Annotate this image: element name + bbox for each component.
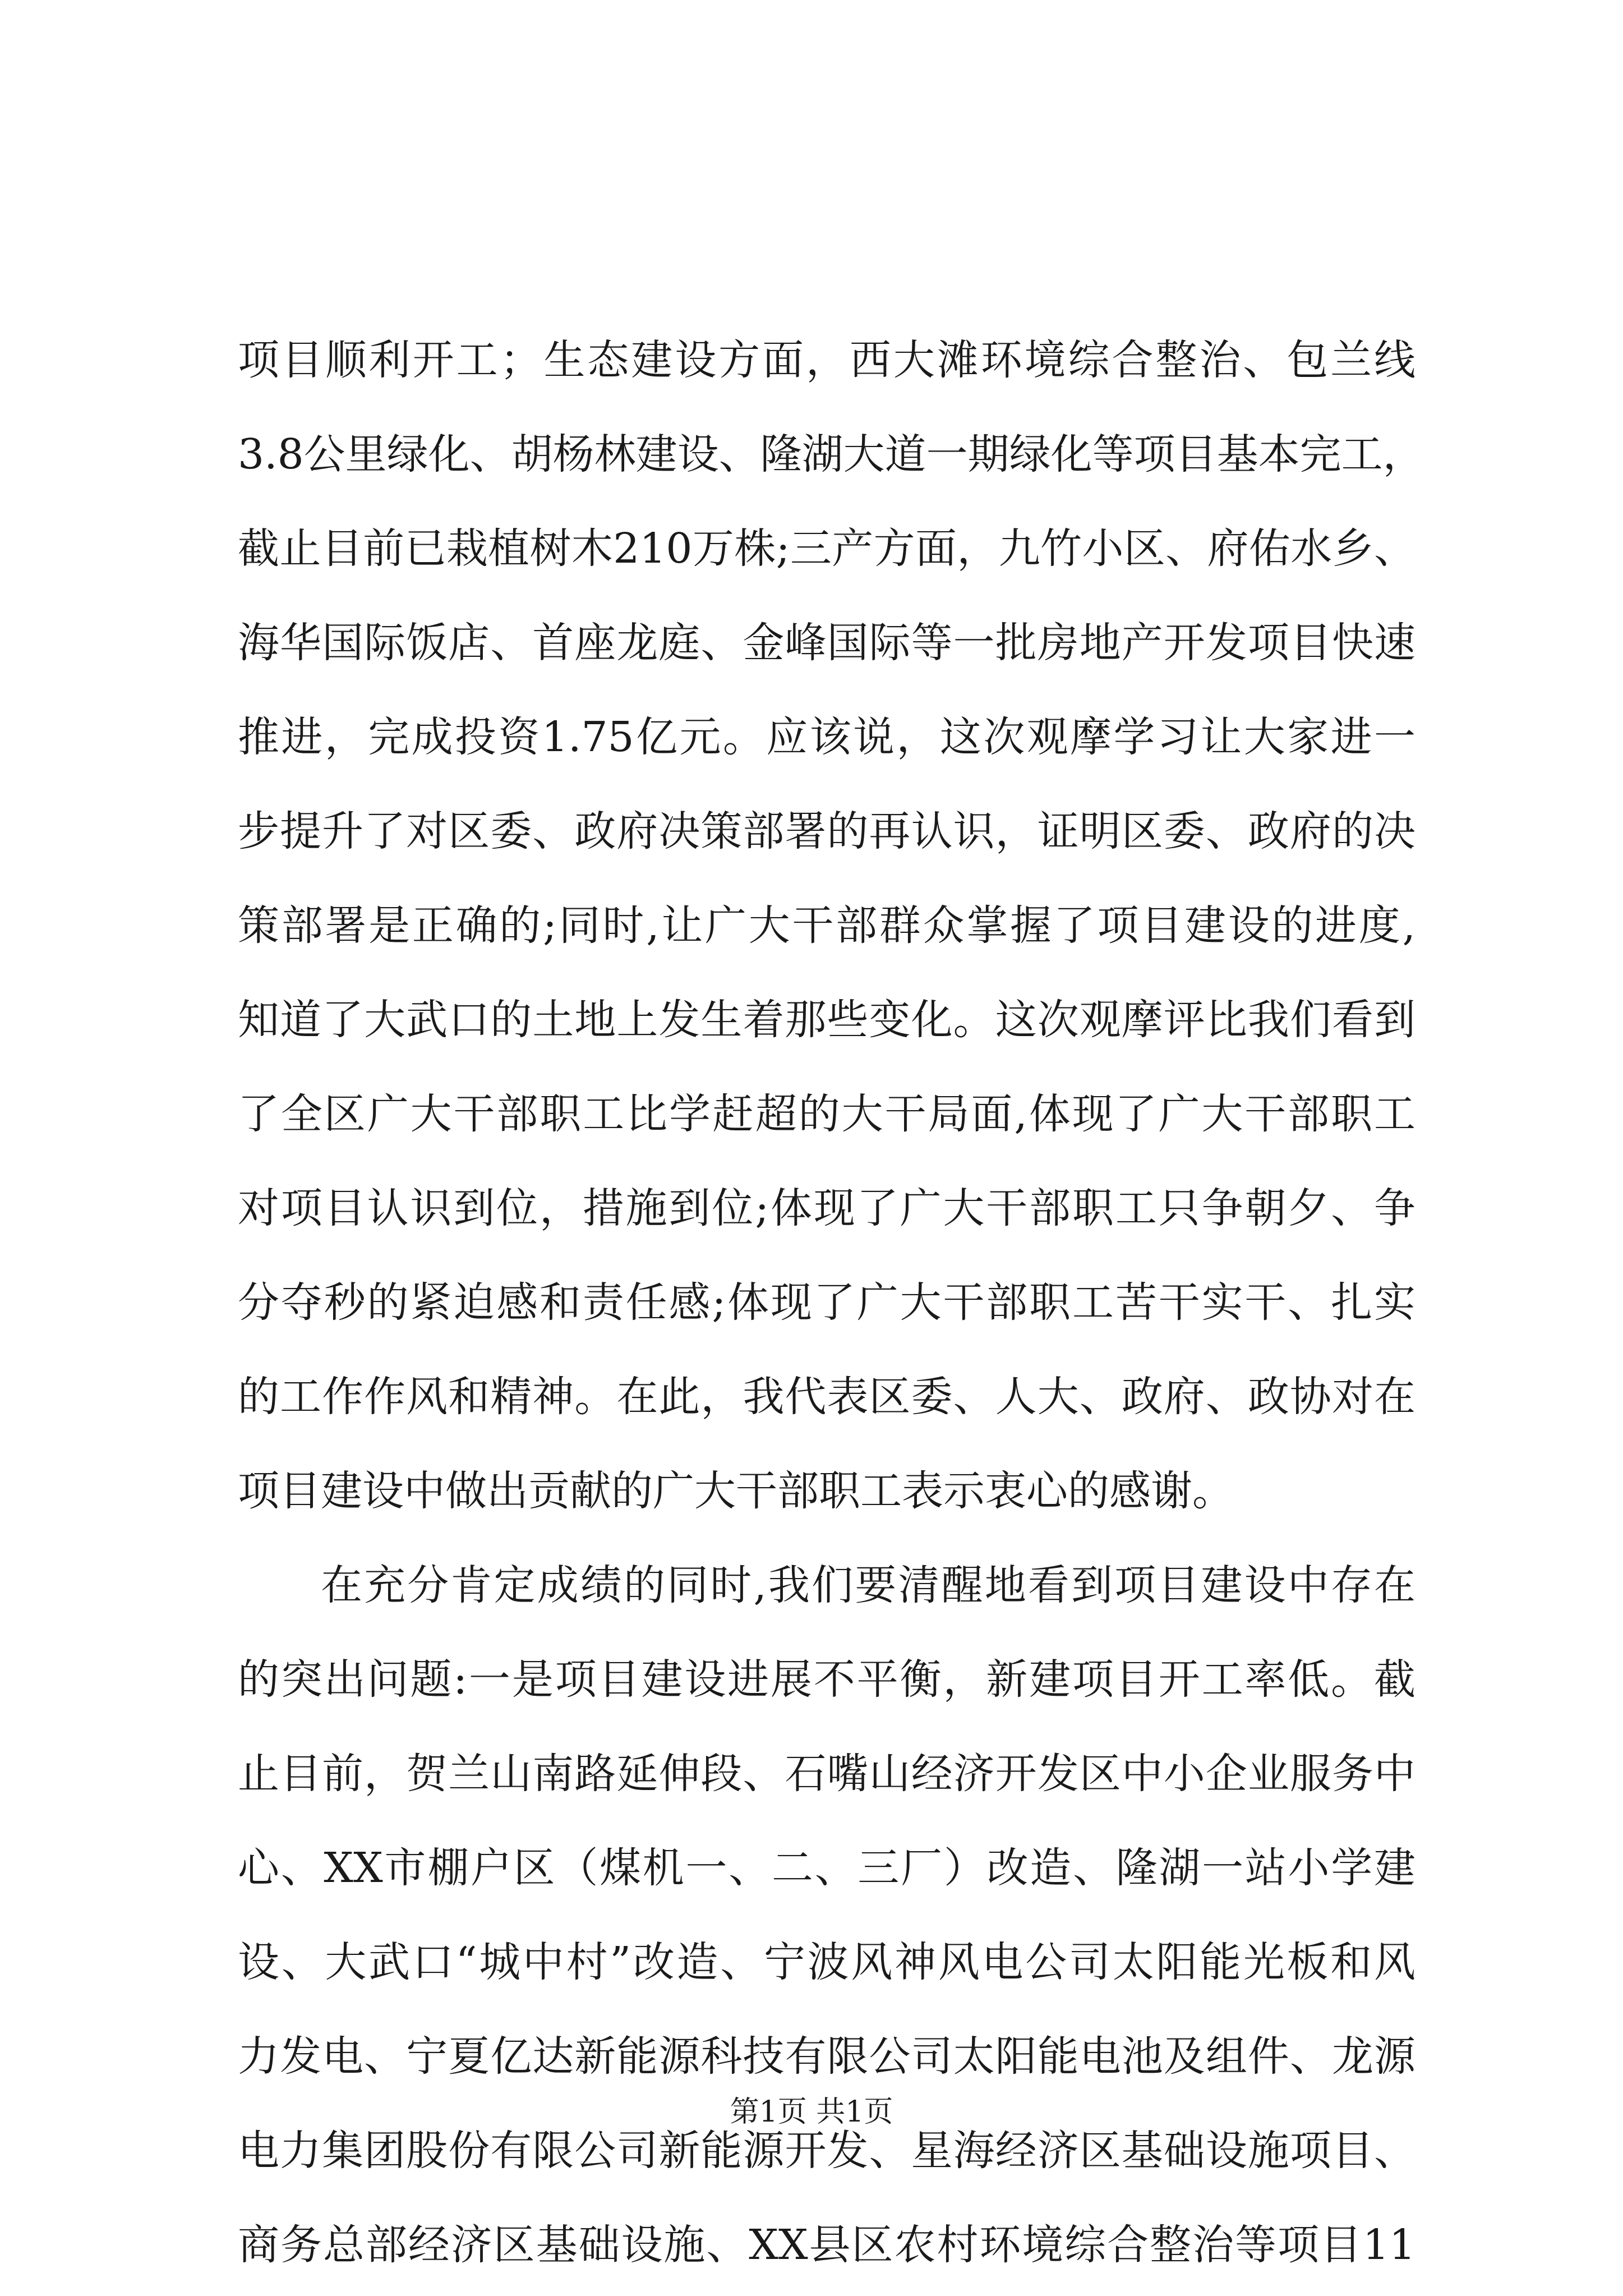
text-line: 力发电、宁夏亿达新能源科技有限公司太阳能电池及组件、龙源 bbox=[238, 2032, 1415, 2081]
text-line: 步提升了对区委、政府决策部署的再认识，证明区委、政府的决 bbox=[238, 807, 1415, 855]
text-line: 的突出问题:一是项目建设进展不平衡，新建项目开工率低。截 bbox=[238, 1655, 1415, 1704]
text-line: 截止目前已栽植树木210万株;三产方面，九竹小区、府佑水乡、 bbox=[238, 524, 1415, 573]
text-line: 项目建设中做出贡献的广大干部职工表示衷心的感谢。 bbox=[238, 1467, 1234, 1515]
text-line: 知道了大武口的土地上发生着那些变化。这次观摩评比我们看到 bbox=[238, 996, 1415, 1044]
text-line: 3.8公里绿化、胡杨林建设、隆湖大道一期绿化等项目基本完工， bbox=[238, 430, 1424, 478]
text-line: 设、大武口“城中村”改造、宁波风神风电公司太阳能光板和风 bbox=[238, 1938, 1415, 1986]
text-line: 的工作作风和精神。在此，我代表区委、人大、政府、政协对在 bbox=[238, 1373, 1415, 1421]
text-line: 商务总部经济区基础设施、XX县区农村环境综合整治等项目11 bbox=[238, 2221, 1415, 2269]
paragraph-start-line: 在充分肯定成绩的同时,我们要清醒地看到项目建设中存在 bbox=[321, 1561, 1415, 1609]
text-line: 了全区广大干部职工比学赶超的大干局面,体现了广大干部职工 bbox=[238, 1090, 1415, 1138]
text-line: 分夺秒的紧迫感和责任感;体现了广大干部职工苦干实干、扎实 bbox=[238, 1278, 1415, 1327]
text-line: 项目顺利开工；生态建设方面，西大滩环境综合整治、包兰线 bbox=[238, 336, 1415, 384]
text-line: 策部署是正确的;同时,让广大干部群众掌握了项目建设的进度, bbox=[238, 901, 1415, 950]
text-line: 电力集团股份有限公司新能源开发、星海经济区基础设施项目、 bbox=[238, 2127, 1415, 2175]
text-line: 心、XX市棚户区（煤机一、二、三厂）改造、隆湖一站小学建 bbox=[238, 1844, 1415, 1892]
text-line: 对项目认识到位，措施到位;体现了广大干部职工只争朝夕、争 bbox=[238, 1184, 1415, 1232]
text-line: 海华国际饭店、首座龙庭、金峰国际等一批房地产开发项目快速 bbox=[238, 619, 1415, 667]
document-body bbox=[238, 313, 1424, 2292]
text-line: 止目前，贺兰山南路延伸段、石嘴山经济开发区中小企业服务中 bbox=[238, 1750, 1415, 1798]
text-line: 推进，完成投资1.75亿元。应该说，这次观摩学习让大家进一 bbox=[238, 713, 1415, 761]
page-number-footer: 第1页 共1页 bbox=[730, 2095, 893, 2129]
